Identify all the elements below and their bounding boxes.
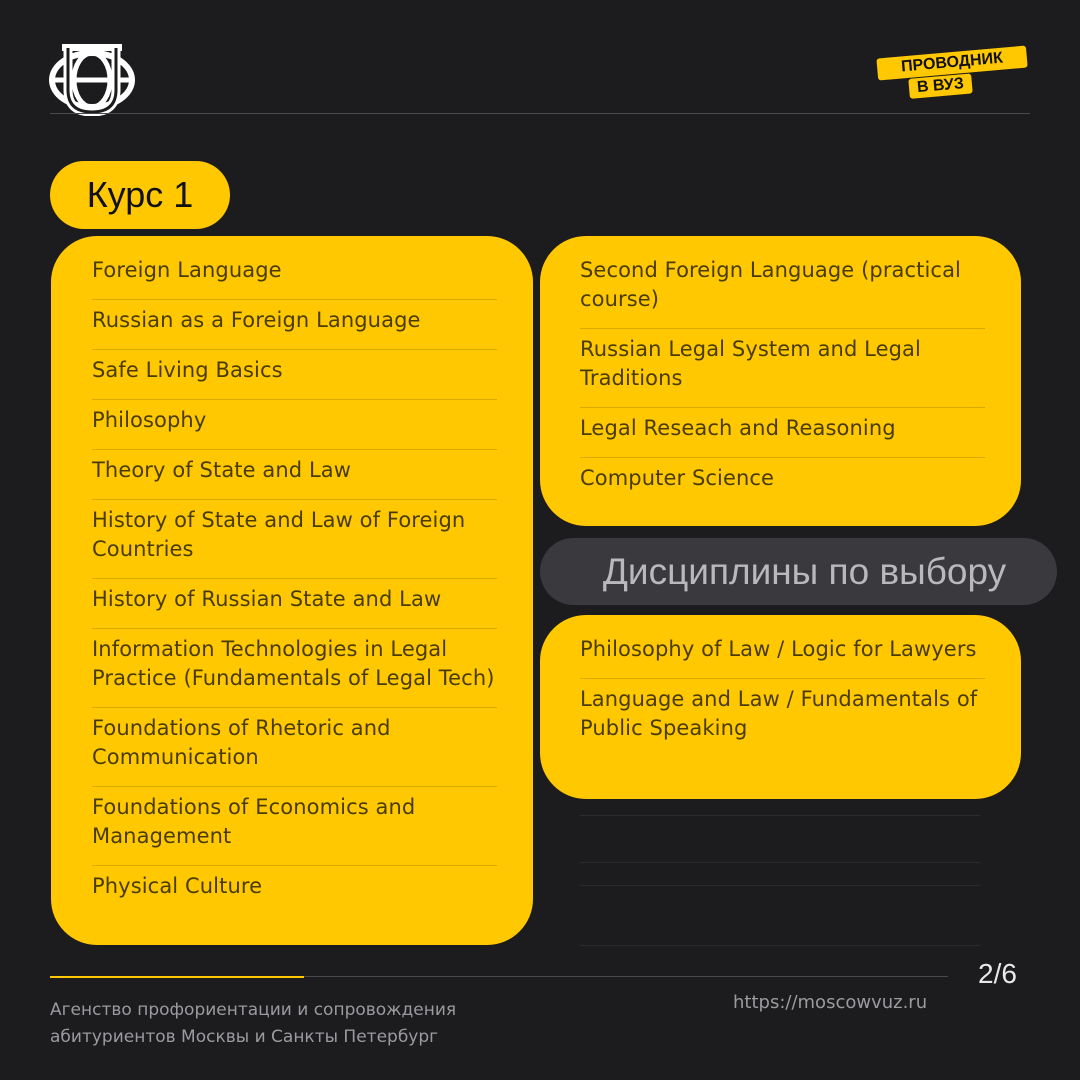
list-item: Legal Reseach and Reasoning (580, 408, 985, 458)
brand-badge-line2: В ВУЗ (908, 73, 972, 98)
background-divider (580, 945, 980, 946)
additional-subjects-card (540, 236, 1021, 526)
agency-line: абитуриентов Москвы и Санкты Петербург (50, 1027, 439, 1047)
additional-subjects-list (580, 250, 985, 507)
list-item: Philosophy of Law / Logic for Lawyers (580, 629, 985, 679)
list-item: Russian Legal System and Legal Traditions (580, 329, 985, 408)
electives-heading: Дисциплины по выбору (540, 538, 1057, 605)
list-item: Language and Law / Fundamentals of Public Speaking (580, 687, 978, 740)
list-item: Physical Culture (92, 874, 263, 898)
background-divider (580, 815, 980, 816)
university-logo-icon (48, 40, 136, 116)
list-item: Russian as a Foreign Language (92, 300, 497, 350)
course-label: Курс 1 (50, 161, 230, 229)
page-indicator: 2/6 (978, 958, 1017, 989)
agency-line: Агенство профориентации и сопровождения (50, 1000, 457, 1020)
list-item: Foundations of Rhetoric and Communication (92, 708, 497, 787)
list-item: Information Technologies in Legal Practice (Fundamentals of Legal Tech) (92, 629, 497, 708)
progress-accent (50, 976, 304, 978)
core-subjects-card (51, 236, 533, 945)
list-item: Computer Science (580, 466, 775, 490)
brand-badge-line1: ПРОВОДНИК (876, 46, 1027, 81)
list-item: Second Foreign Language (practical course) (580, 250, 985, 329)
list-item: History of Russian State and Law (92, 579, 497, 629)
list-item: History of State and Law of Foreign Countries (92, 500, 497, 579)
website-link[interactable]: https://moscowvuz.ru (733, 992, 928, 1013)
electives-card (540, 615, 1021, 799)
list-item: Safe Living Basics (92, 350, 497, 400)
list-item: Theory of State and Law (92, 450, 497, 500)
list-item: Foundations of Economics and Management (92, 787, 497, 866)
agency-description (50, 997, 530, 1051)
list-item: Philosophy (92, 400, 497, 450)
header-divider (50, 113, 1030, 114)
brand-badge (876, 46, 1029, 103)
core-subjects-list (92, 250, 497, 915)
electives-list (580, 629, 985, 757)
background-divider (580, 885, 980, 886)
list-item: Foreign Language (92, 250, 497, 300)
background-divider (580, 862, 980, 863)
